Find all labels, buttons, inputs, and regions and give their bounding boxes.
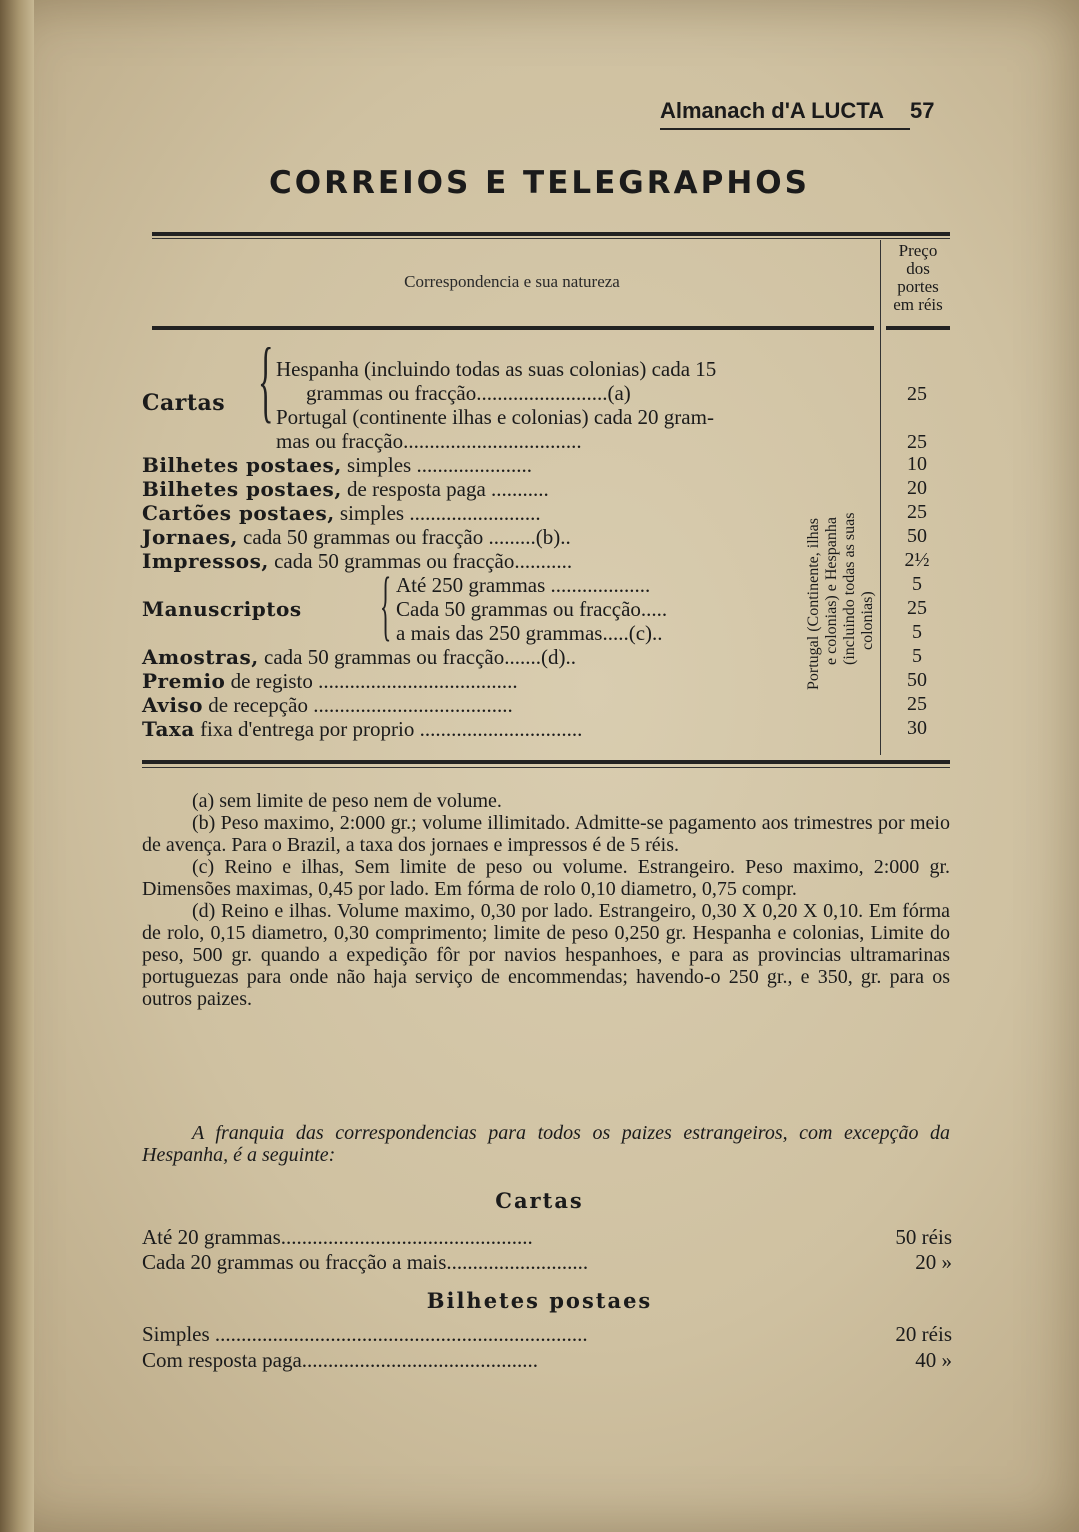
row-label: Bilhetes postaes, <box>142 477 342 501</box>
table-bottom-rule-thin <box>142 767 950 768</box>
row-text: simples ......................... <box>334 501 541 525</box>
price-value: 25 <box>907 501 927 523</box>
row-text: cada 50 grammas ou fracção........... <box>268 549 573 573</box>
list-item <box>142 1348 952 1373</box>
column-header-correspondence: Correspondencia e sua natureza <box>404 272 620 291</box>
price-value: 20 <box>907 477 927 499</box>
vertical-note-line: (incluindo todas as suas <box>841 512 858 665</box>
price-column-divider <box>880 240 881 755</box>
header-rule <box>660 128 910 130</box>
cartas-line: Hespanha (incluindo todas as suas colonias) cada 15 <box>276 357 717 381</box>
list-item <box>142 1322 952 1347</box>
cartas-line: grammas ou fracção.........................(a) <box>306 381 631 405</box>
price-head-line: dos <box>906 259 930 278</box>
table-row <box>142 645 576 669</box>
price-head-line: em réis <box>893 295 943 314</box>
price-value: 5 <box>912 573 922 595</box>
price-value: 25 <box>907 693 927 715</box>
price-value: 50 <box>907 525 927 547</box>
manuscriptos-line: a mais das 250 grammas.....(c).. <box>396 621 663 645</box>
table-row <box>142 477 549 501</box>
page-title: CORREIOS E TELEGRAPHOS <box>269 165 810 201</box>
running-title: Almanach d'A LUCTA <box>660 98 885 123</box>
footnote-b: (b) Peso maximo, 2:000 gr.; volume illimitado. Admitte-se pagamento aos trimestres por meio de avença. Para o Brazil, a taxa dos jornaes e impressos é de 5 réis. <box>142 812 950 856</box>
footnotes <box>142 790 950 1010</box>
manuscriptos-label: Manuscriptos <box>142 597 302 621</box>
row-text: cada 50 grammas ou fracção.......(d).. <box>258 645 576 669</box>
row-label: Premio <box>142 669 226 693</box>
footnote-a: (a) sem limite de peso nem de volume. <box>192 790 502 812</box>
row-label: Amostras, <box>142 645 259 669</box>
table-row <box>142 525 571 549</box>
bilhetes-section-title: Bilhetes postaes <box>426 1288 653 1313</box>
price-value: 25 <box>907 597 927 619</box>
header-bottom-rule-price <box>886 326 950 330</box>
cartas-section-title: Cartas <box>495 1188 584 1213</box>
list-item <box>142 1225 952 1250</box>
row-text: cada 50 grammas ou fracção .........(b).. <box>237 525 571 549</box>
page-number: 57 <box>910 98 935 123</box>
list-item-label: Com resposta paga............................................. <box>142 1348 539 1372</box>
running-head <box>660 98 935 124</box>
manuscriptos-line: Até 250 grammas ................... <box>396 573 651 597</box>
list-item-value: 50 réis <box>895 1225 952 1249</box>
price-value: 10 <box>907 453 927 475</box>
price-value: 50 <box>907 669 927 691</box>
price-value: 30 <box>907 717 927 739</box>
row-label: Aviso <box>142 693 204 717</box>
table-row <box>142 693 513 717</box>
list-item-value: 20 réis <box>895 1322 952 1346</box>
price-value: 5 <box>912 645 922 667</box>
vertical-note-line: colonias) <box>859 591 876 650</box>
list-item-label: Cada 20 grammas ou fracção a mais........................... <box>142 1250 589 1274</box>
table-row <box>142 501 541 525</box>
column-header-price <box>883 242 953 314</box>
brace-icon: { <box>380 561 392 648</box>
manuscriptos-line: Cada 50 grammas ou fracção..... <box>396 597 668 621</box>
franquia-paragraph <box>142 1122 950 1166</box>
franquia-text: A franquia das correspondencias para todos os paizes estrangeiros, com excepção da Hespanha, é a seguinte: <box>142 1122 950 1166</box>
row-label: Cartões postaes, <box>142 501 335 525</box>
table-row <box>142 453 532 477</box>
vertical-note-line: Portugal (Continente, ilhas <box>805 518 822 690</box>
table-row <box>142 717 582 741</box>
price-head-line: portes <box>897 277 939 296</box>
table-row <box>142 669 518 693</box>
price-value: 5 <box>912 621 922 643</box>
vertical-note-line: e colonias) e Hespanha <box>823 517 840 665</box>
list-item-label: Até 20 grammas................................................ <box>142 1225 533 1249</box>
row-label: Impressos, <box>142 549 269 573</box>
list-item-label: Simples ....................................................................... <box>142 1322 588 1346</box>
price-value: 2½ <box>904 549 930 571</box>
row-label: Bilhetes postaes, <box>142 453 342 477</box>
list-item <box>142 1250 952 1275</box>
row-text: de resposta paga ........... <box>341 477 549 501</box>
cartas-line: Portugal (continente ilhas e colonias) cada 20 gram- <box>276 405 714 429</box>
row-label: Taxa <box>142 717 195 741</box>
footnote-c: (c) Reino e ilhas, Sem limite de peso ou volume. Estrangeiro. Peso maximo, 2:000 gr. Dimensões maximas, 0,45 por lado. Em fórma de rolo 0,10 diametro, 0,75 compr. <box>142 856 950 900</box>
list-item-value: 20 » <box>915 1250 952 1274</box>
row-text: fixa d'entrega por proprio ............................... <box>194 717 583 741</box>
row-label: Jornaes, <box>142 525 238 549</box>
price-head-line: Preço <box>898 241 938 260</box>
brace-icon: { <box>258 329 274 431</box>
table-bottom-rule <box>142 760 950 764</box>
price-value: 25 <box>907 431 927 453</box>
row-text: simples ...................... <box>341 453 532 477</box>
row-text: de recepção ...................................... <box>203 693 513 717</box>
price-value: 25 <box>907 383 927 405</box>
table-top-rule-thin <box>152 238 950 239</box>
table-row <box>142 549 572 573</box>
cartas-line: mas ou fracção.................................. <box>276 429 582 453</box>
table-top-rule <box>152 232 950 236</box>
list-item-value: 40 » <box>915 1348 952 1372</box>
footnote-d: (d) Reino e ilhas. Volume maximo, 0,30 por lado. Estrangeiro, 0,30 X 0,20 X 0,10. Em fórma de rolo, 0,15 diametro, 0,30 comprimento; limite de peso 0,250 gr. Hespanha e colonias, Limite do peso, 500 gr. quando a expedição fôr por navios hespanhoes, e para as provincias ultramarinas portuguezas para onde não haja serviço de encommendas; havendo-o 250 gr., e 350, gr. para os outros paizes. <box>142 900 950 1010</box>
cartas-label: Cartas <box>142 390 226 416</box>
row-text: de registo ...................................... <box>225 669 518 693</box>
